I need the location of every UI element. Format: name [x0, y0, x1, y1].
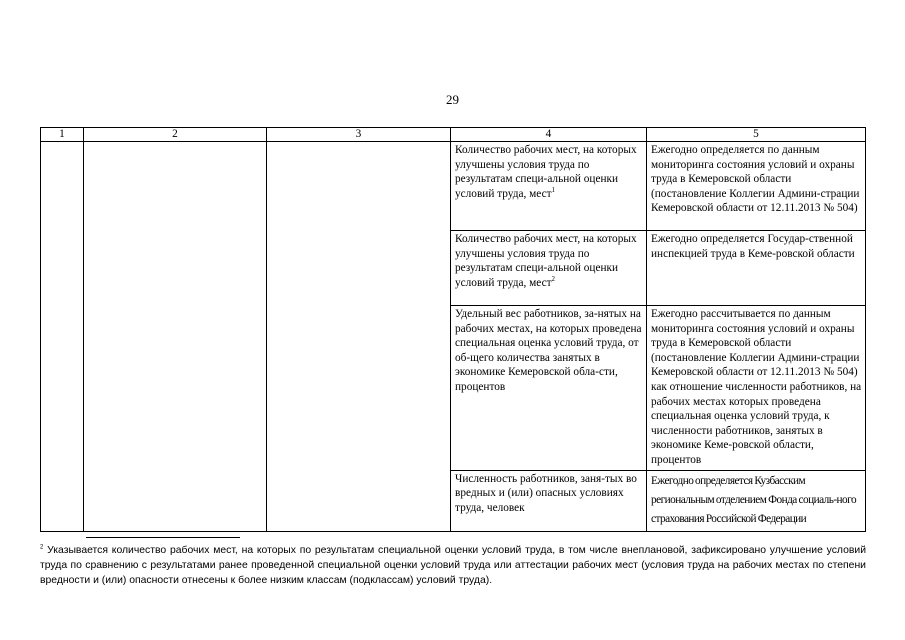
- footnote-ref: 1: [551, 186, 556, 195]
- indicator-text: Количество рабочих мест, на которых улучшены условия труда по результатам специ-альной оценки условий труда, мест: [455, 144, 637, 200]
- column-header-3: 3: [267, 128, 451, 142]
- method-cell: Ежегодно рассчитывается по данным мониторинга состояния условий и охраны труда в Кемеровской области (постановление Коллегии Админи-страции Кемеровской области от 12.11.2013 № 504) как отношение численности работников, на рабочих местах которых проведена специальная оценка условий труда, к численности работников, занятых в экономике Кеме-ровской области, процентов: [647, 306, 866, 471]
- indicator-cell: [451, 231, 647, 306]
- indicator-text: Количество рабочих мест, на которых улучшены условия труда по результатам специ-альной оценки условий труда, мест: [455, 233, 637, 289]
- method-cell: Ежегодно определяется Кузбасским региональным отделением Фонда социаль-ного страхования Российской Федерации: [647, 470, 866, 531]
- column-header-4: 4: [451, 128, 647, 142]
- footnote-text: Указывается количество рабочих мест, на которых по результатам специальной оценки условий труда, в том числе внеплановой, зафиксировано улучшение условий труда по сравнению с результатами ранее проведенной специальной оценки условий труда или аттестации рабочих мест (условия труда на рабочих местах по степени вредности и (или) опасности отнесены к более низким классам (подклассам) условий труда).: [40, 545, 866, 586]
- method-cell: Ежегодно определяется Государ-ственной инспекцией труда в Кеме-ровской области: [647, 231, 866, 306]
- method-cell: Ежегодно определяется по данным мониторинга состояния условий и охраны труда в Кемеровской области (постановление Коллегии Админи-страции Кемеровской области от 12.11.2013 № 504): [647, 142, 866, 231]
- empty-cell-col3: [267, 142, 451, 532]
- column-header-5: 5: [647, 128, 866, 142]
- column-header-2: 2: [84, 128, 267, 142]
- indicator-cell: [451, 142, 647, 231]
- table-row: [41, 142, 866, 231]
- footnote: [40, 543, 866, 588]
- footnote-mark: 2: [40, 544, 44, 551]
- table-header-row: [41, 128, 866, 142]
- page-number: 29: [446, 92, 459, 107]
- footnote-separator: [86, 537, 240, 538]
- indicator-cell: Удельный вес работников, за-нятых на рабочих местах, на которых проведена специальная оценка условий труда, от об-щего количества занятых в экономике Кемеровской обла-сти, процентов: [451, 306, 647, 471]
- empty-cell-col2: [84, 142, 267, 532]
- column-header-1: 1: [41, 128, 84, 142]
- footnote-ref: 2: [551, 275, 556, 284]
- indicator-cell: Численность работников, заня-тых во вредных и (или) опасных условиях труда, человек: [451, 470, 647, 531]
- empty-cell-col1: [41, 142, 84, 532]
- indicators-table: [40, 127, 866, 532]
